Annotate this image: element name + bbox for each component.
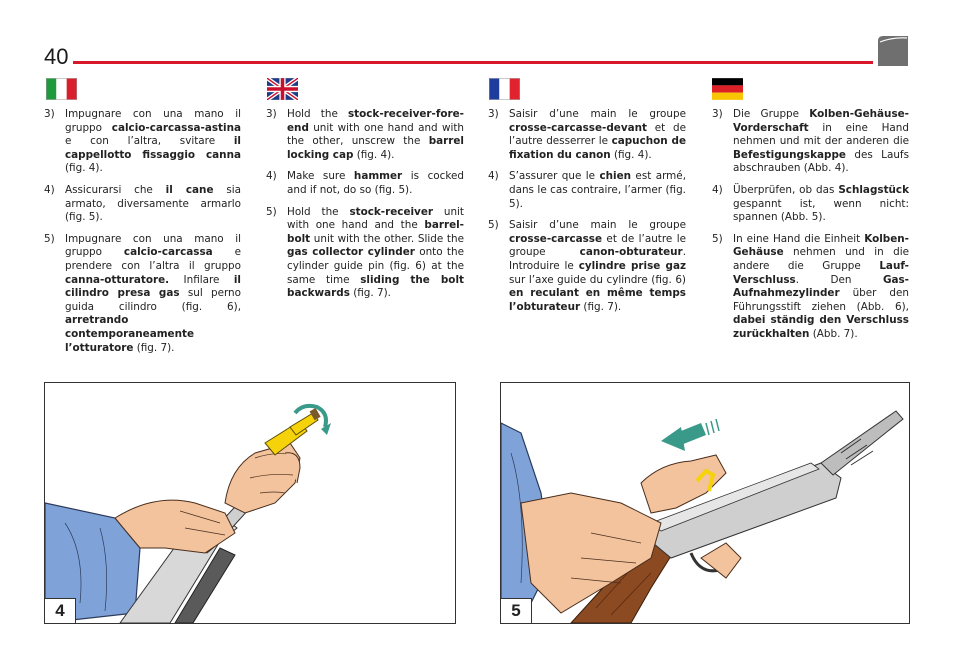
text-fragment: sia armato, diversamente armarlo (fig. 5). bbox=[65, 183, 241, 224]
text-fragment: est armé, dans le cas contraire, l’armer (fig. 5). bbox=[509, 170, 686, 210]
instruction-item bbox=[266, 108, 464, 162]
instruction-text bbox=[733, 108, 909, 176]
instruction-item bbox=[488, 170, 686, 211]
header-red-rule bbox=[73, 61, 873, 64]
text-fragment: (fig. 7). bbox=[580, 300, 622, 313]
part-name-bold: hammer bbox=[353, 170, 403, 183]
column-italian bbox=[44, 108, 241, 363]
text-fragment: unit with the other. Slide the bbox=[310, 232, 464, 245]
instruction-text bbox=[733, 184, 909, 225]
part-name-bold: il cappellotto fissaggio canna bbox=[65, 135, 241, 161]
text-fragment: (fig. 4). bbox=[65, 162, 103, 175]
text-fragment: onto the cylinder guide pin (fig. 6) at the same time bbox=[287, 246, 464, 286]
instruction-item bbox=[488, 108, 686, 162]
part-name-bold: cylindre prise gaz bbox=[578, 259, 687, 272]
text-fragment: Make sure bbox=[287, 170, 354, 183]
part-name-bold: stock-receiver bbox=[349, 205, 433, 218]
text-fragment: Hold the bbox=[287, 108, 348, 120]
text-fragment: e con l’altra, svitare bbox=[65, 135, 234, 148]
text-fragment: e prendere con l’altra il gruppo bbox=[65, 246, 241, 272]
part-name-bold: canna-otturatore. bbox=[65, 273, 170, 286]
part-name-bold: calcio-carcassa bbox=[123, 246, 213, 259]
text-fragment: (fig. 4). bbox=[353, 148, 395, 161]
text-fragment: Assicurarsi che bbox=[65, 183, 166, 196]
part-name-bold: Kolben-Gehäuse-Vorderschaft bbox=[733, 108, 909, 134]
instruction-text bbox=[287, 108, 464, 162]
text-fragment: Impugnare con una mano il gruppo bbox=[65, 108, 241, 134]
instruction-text bbox=[65, 233, 241, 355]
text-fragment: (fig. 4). bbox=[610, 148, 652, 161]
text-fragment: des Laufs abschrauben (Abb. 4). bbox=[733, 148, 909, 175]
uk-flag-icon bbox=[267, 78, 298, 100]
part-name-bold: Schlagstück bbox=[838, 183, 909, 196]
instruction-item bbox=[712, 184, 909, 225]
item-number: 4) bbox=[488, 170, 499, 183]
figure-label: 4 bbox=[44, 598, 76, 624]
instruction-text bbox=[509, 170, 686, 211]
item-number: 4) bbox=[712, 183, 723, 196]
text-fragment: . Den bbox=[795, 273, 883, 286]
part-name-bold: crosse-carcasse bbox=[509, 232, 603, 245]
text-fragment: Saisir d’une main le groupe bbox=[509, 219, 686, 232]
text-fragment: Impugnare con una mano il gruppo bbox=[65, 232, 241, 259]
instruction-item bbox=[712, 108, 909, 176]
item-number: 5) bbox=[712, 232, 723, 245]
text-fragment: is cocked and if not, do so (fig. 5). bbox=[287, 170, 464, 196]
part-name-bold: il cane bbox=[165, 183, 214, 196]
instruction-item bbox=[44, 233, 241, 355]
item-number: 5) bbox=[488, 219, 499, 232]
text-fragment: Saisir d’une main le groupe bbox=[509, 108, 686, 120]
part-name-bold: capuchon de fixation du canon bbox=[509, 135, 686, 161]
part-name-bold: gas collector cylinder bbox=[287, 246, 415, 259]
text-fragment: Die Gruppe bbox=[733, 108, 810, 120]
text-fragment: Infilare bbox=[169, 273, 234, 286]
text-fragment: unit with one hand and with the other, unscrew the bbox=[287, 121, 464, 148]
figure-label: 5 bbox=[500, 598, 532, 624]
page-number: 40 bbox=[44, 44, 69, 69]
instruction-text bbox=[65, 108, 241, 176]
text-fragment: et de l’autre le groupe bbox=[509, 232, 686, 259]
part-name-bold: Kolben-Gehäuse bbox=[733, 232, 909, 259]
page-corner-tab-icon bbox=[878, 36, 908, 66]
column-english bbox=[266, 108, 464, 309]
part-name-bold: il cilindro presa gas bbox=[65, 273, 241, 300]
text-fragment: In eine Hand die Einheit bbox=[733, 232, 865, 245]
part-name-bold: chien bbox=[599, 170, 632, 183]
text-fragment: (Abb. 7). bbox=[809, 327, 858, 340]
figure-4 bbox=[44, 382, 456, 624]
part-name-bold: dabei ständig den Verschluss zurückhalten bbox=[733, 314, 909, 340]
part-name-bold: Befestigungskappe bbox=[733, 148, 846, 161]
hand-holding-receiver-hammer-illustration bbox=[501, 383, 909, 623]
france-flag-icon bbox=[489, 78, 520, 100]
text-fragment: unit with one hand and the bbox=[287, 205, 464, 232]
text-fragment: Hold the bbox=[287, 205, 350, 218]
item-number: 3) bbox=[266, 108, 277, 120]
part-name-bold: sliding the bolt backwards bbox=[287, 273, 464, 300]
text-fragment: . Introduire le bbox=[509, 246, 686, 272]
instruction-item bbox=[712, 233, 909, 342]
instruction-text bbox=[509, 219, 686, 314]
text-fragment: S’assurer que le bbox=[509, 170, 600, 183]
instruction-text bbox=[733, 233, 909, 342]
text-fragment: et de l’autre desserrer le bbox=[509, 121, 686, 148]
item-number: 4) bbox=[266, 170, 277, 183]
instruction-text bbox=[287, 206, 464, 301]
instruction-item bbox=[44, 108, 241, 176]
instruction-text bbox=[65, 184, 241, 225]
item-number: 3) bbox=[488, 108, 499, 120]
column-german bbox=[712, 108, 909, 350]
part-name-bold: arretrando contemporaneamente l’otturatore bbox=[65, 314, 194, 354]
text-fragment: (fig. 7). bbox=[349, 287, 391, 300]
text-fragment: gespannt ist, wenn nicht: spannen (Abb. 5). bbox=[733, 197, 909, 224]
part-name-bold: barrel locking cap bbox=[287, 135, 464, 161]
text-fragment: sul perno guida cilindro (fig. 6), bbox=[65, 287, 241, 313]
text-fragment: (fig. 7). bbox=[133, 341, 175, 354]
figure-5 bbox=[500, 382, 910, 624]
text-fragment: über den Führungsstift ziehen (Abb. 6), bbox=[733, 287, 909, 313]
italy-flag-icon bbox=[46, 78, 77, 100]
hand-unscrewing-barrel-cap-illustration bbox=[45, 383, 455, 623]
text-fragment: in eine Hand nehmen und mit der anderen die bbox=[733, 121, 909, 148]
instruction-item bbox=[266, 170, 464, 197]
germany-flag-icon bbox=[712, 78, 743, 100]
item-number: 3) bbox=[44, 108, 55, 120]
part-name-bold: crosse-carcasse-devant bbox=[509, 121, 647, 134]
column-french bbox=[488, 108, 686, 322]
item-number: 5) bbox=[44, 232, 55, 245]
instruction-item bbox=[266, 206, 464, 301]
part-name-bold: Lauf-Verschluss bbox=[733, 259, 909, 286]
text-fragment: nehmen und in die andere die Gruppe bbox=[733, 246, 909, 272]
item-number: 5) bbox=[266, 205, 277, 218]
item-number: 3) bbox=[712, 108, 723, 120]
instruction-text bbox=[287, 170, 464, 197]
instruction-item bbox=[44, 184, 241, 225]
item-number: 4) bbox=[44, 183, 55, 196]
part-name-bold: stock-receiver-fore-end bbox=[287, 108, 464, 134]
instruction-text bbox=[509, 108, 686, 162]
text-fragment: sur l’axe guide du cylindre (fig. 6) bbox=[509, 273, 686, 286]
part-name-bold: Gas-Aufnahmezylinder bbox=[733, 273, 909, 300]
part-name-bold: barrel-bolt bbox=[287, 219, 464, 245]
part-name-bold: canon-obturateur bbox=[579, 246, 683, 259]
part-name-bold: calcio-carcassa-astina bbox=[111, 121, 241, 134]
text-fragment: Überprüfen, ob das bbox=[733, 183, 839, 196]
part-name-bold: en reculant en même temps l’obturateur bbox=[509, 287, 686, 313]
instruction-item bbox=[488, 219, 686, 314]
